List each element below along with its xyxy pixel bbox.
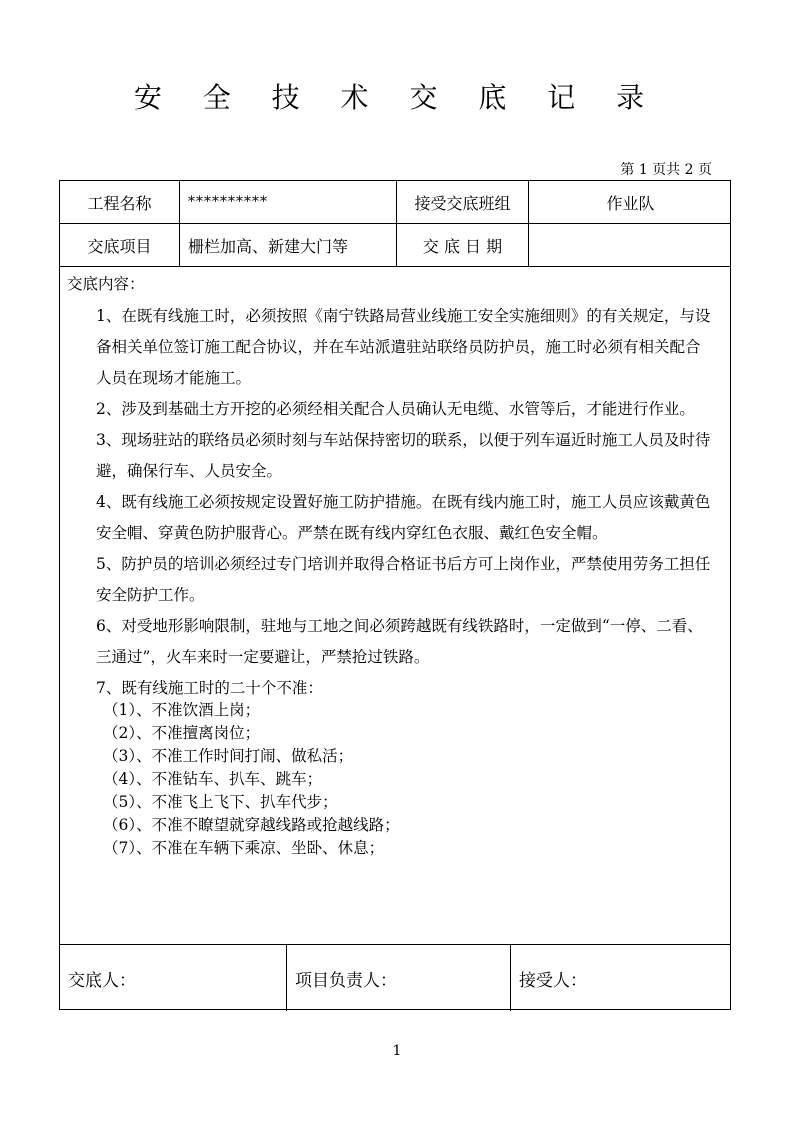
paragraph-5-line-1: 5、防护员的培训必须经过专门培训并取得合格证书后方可上岗作业，严禁使用劳务工担任 [96,555,711,573]
rule-item: （4）、不准钻车、扒车、跳车； [103,770,323,788]
disclosure-date-value [528,224,732,266]
rule-item: （6）、不准不瞭望就穿越线路或抢越线路； [103,816,400,834]
discloser-signature: 交底人： [68,970,136,991]
paragraph-3-line-2: 避，确保行车、人员安全。 [96,462,283,480]
disclosure-item-value: 栅栏加高、新建大门等 [179,224,396,266]
receiving-team-value: 作业队 [528,181,732,223]
table-row-item [60,224,730,267]
paragraph-4-line-1: 4、既有线施工必须按规定设置好施工防护措施。在既有线内施工时，施工人员应该戴黄色 [96,493,711,511]
rule-item: （5）、不准飞上飞下、扒车代步； [103,793,338,811]
page-number: 1 [392,1043,402,1059]
paragraph-6-line-1: 6、对受地形影响限制，驻地与工地之间必须跨越既有线铁路时，一定做到“一停、二看、 [96,617,703,635]
disclosure-item-label: 交底项目 [87,236,152,256]
paragraph-6-line-2: 三通过”，火车来时一定要避让，严禁抢过铁路。 [96,648,430,666]
paragraph-1-line-3: 人员在现场才能施工。 [96,369,252,387]
receiving-team-label: 接受交底班组 [396,181,528,223]
rule-item: （2）、不准擅离岗位； [103,724,261,742]
paragraph-5-line-2: 安全防护工作。 [96,586,205,604]
document-title: 安 全 技 术 交 底 记 录 [133,81,661,114]
signature-row [60,945,730,1011]
project-leader-signature: 项目负责人： [286,945,510,1011]
paragraph-7-line-1: 7、既有线施工时的二十个不准： [96,679,323,697]
rule-item: （7）、不准在车辆下乘凉、坐卧、休息； [103,839,385,857]
content-heading: 交底内容： [67,275,145,293]
rule-item: （3）、不准工作时间打闹、做私活； [103,747,354,765]
project-name-value: ********** [179,181,396,223]
paragraph-4-line-2: 安全帽、穿黄色防护服背心。严禁在既有线内穿红色衣服、戴红色安全帽。 [96,524,608,542]
disclosure-date-label: 交 底 日 期 [396,224,528,266]
paragraph-1-line-2: 备相关单位签订施工配合协议，并在车站派遣驻站联络员防护员，施工时必须有相关配合 [96,338,701,356]
paragraph-3-line-1: 3、现场驻站的联络员必须时刻与车站保持密切的联系，以便于列车逼近时施工人员及时待 [96,431,711,449]
project-name-label: 工程名称 [87,193,152,213]
rule-item: （1）、不准饮酒上岗； [103,701,261,719]
receiver-signature: 接受人： [510,945,732,1011]
page-info: 第 1 页共 2 页 [620,162,712,178]
paragraph-2-line-1: 2、涉及到基础土方开挖的必须经相关配合人员确认无电缆、水管等后，才能进行作业。 [96,400,695,418]
paragraph-1-line-1: 1、在既有线施工时，必须按照《南宁铁路局营业线施工安全实施细则》的有关规定，与设 [96,307,711,325]
disclosure-content [60,267,730,945]
table-row-project [60,181,730,224]
disclosure-table [59,180,731,1010]
